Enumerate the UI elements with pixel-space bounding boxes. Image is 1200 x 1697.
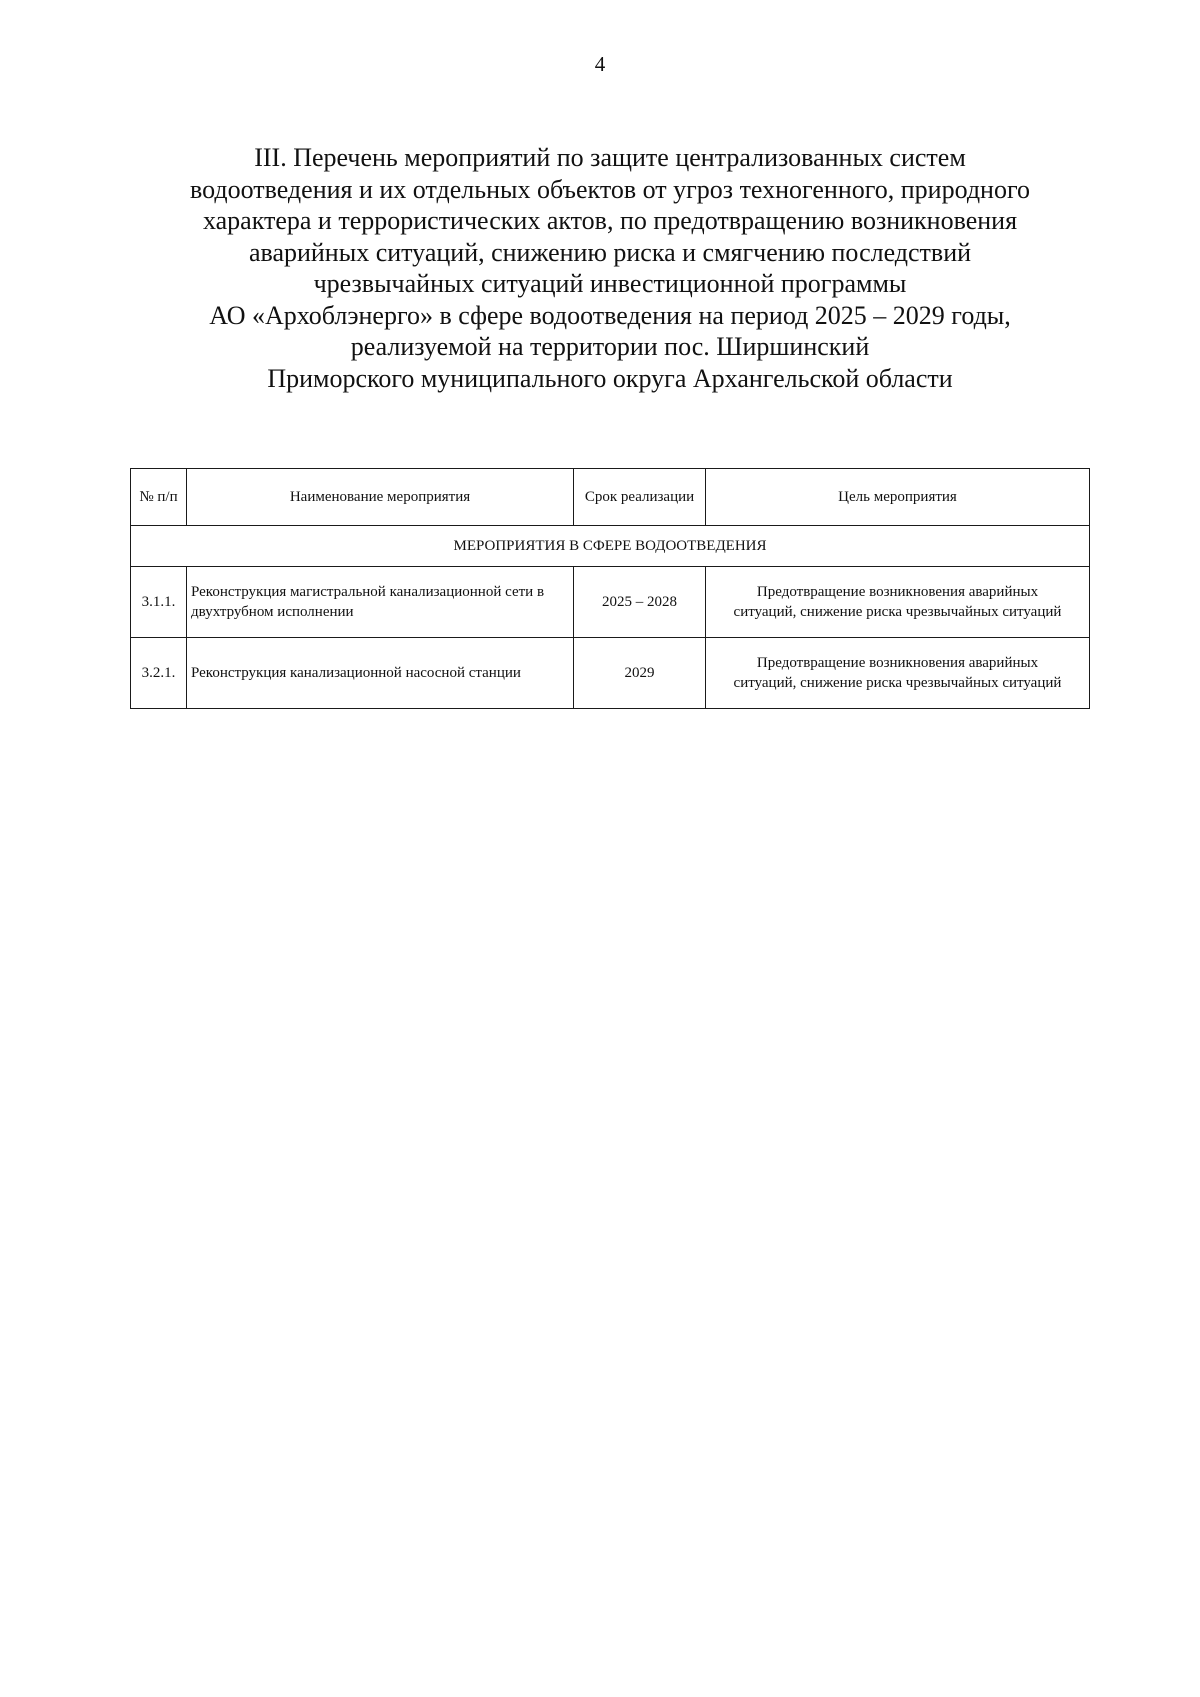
- table-row: [131, 638, 1090, 709]
- event-goal-line: Предотвращение возникновения аварийных: [756, 655, 1039, 671]
- event-name: Реконструкция магистральной канализационной сети в двухтрубном исполнении: [187, 567, 574, 638]
- events-table: [130, 468, 1090, 709]
- heading-line: водоотведения и их отдельных объектов от угроз техногенного, природного: [190, 174, 1030, 204]
- heading-line: аварийных ситуаций, снижению риска и смягчению последствий: [248, 237, 972, 267]
- header-term: Срок реализации: [574, 469, 706, 526]
- event-name: Реконструкция канализационной насосной станции: [187, 638, 574, 709]
- header-num: № п/п: [131, 469, 187, 526]
- heading-line: АО «Архоблэнерго» в сфере водоотведения на период 2025 – 2029 годы,: [209, 300, 1011, 330]
- heading-line: характера и террористических актов, по предотвращению возникновения: [202, 206, 1018, 235]
- page-number: 4: [594, 52, 606, 76]
- header-goal: Цель мероприятия: [706, 469, 1090, 526]
- table-header-row: [131, 469, 1090, 526]
- event-goal: [706, 638, 1090, 709]
- row-number: 3.2.1.: [131, 638, 187, 709]
- section-row: [131, 526, 1090, 567]
- event-goal-line: Предотвращение возникновения аварийных: [756, 584, 1039, 600]
- section-title: МЕРОПРИЯТИЯ В СФЕРЕ ВОДООТВЕДЕНИЯ: [131, 526, 1090, 567]
- header-name: Наименование мероприятия: [187, 469, 574, 526]
- event-goal: [706, 567, 1090, 638]
- section-heading: [110, 142, 1110, 394]
- heading-line: III. Перечень мероприятий по защите централизованных систем: [254, 143, 966, 172]
- event-goal-line: ситуаций, снижение риска чрезвычайных ситуаций: [733, 675, 1062, 691]
- heading-line: Приморского муниципального округа Архангельской области: [267, 363, 953, 393]
- event-term: 2029: [574, 638, 706, 709]
- heading-line: реализуемой на территории пос. Ширшинский: [350, 332, 870, 361]
- event-goal-line: ситуаций, снижение риска чрезвычайных ситуаций: [733, 604, 1062, 620]
- row-number: 3.1.1.: [131, 567, 187, 638]
- table-row: [131, 567, 1090, 638]
- event-term: 2025 – 2028: [574, 567, 706, 638]
- heading-line: чрезвычайных ситуаций инвестиционной программы: [313, 269, 907, 298]
